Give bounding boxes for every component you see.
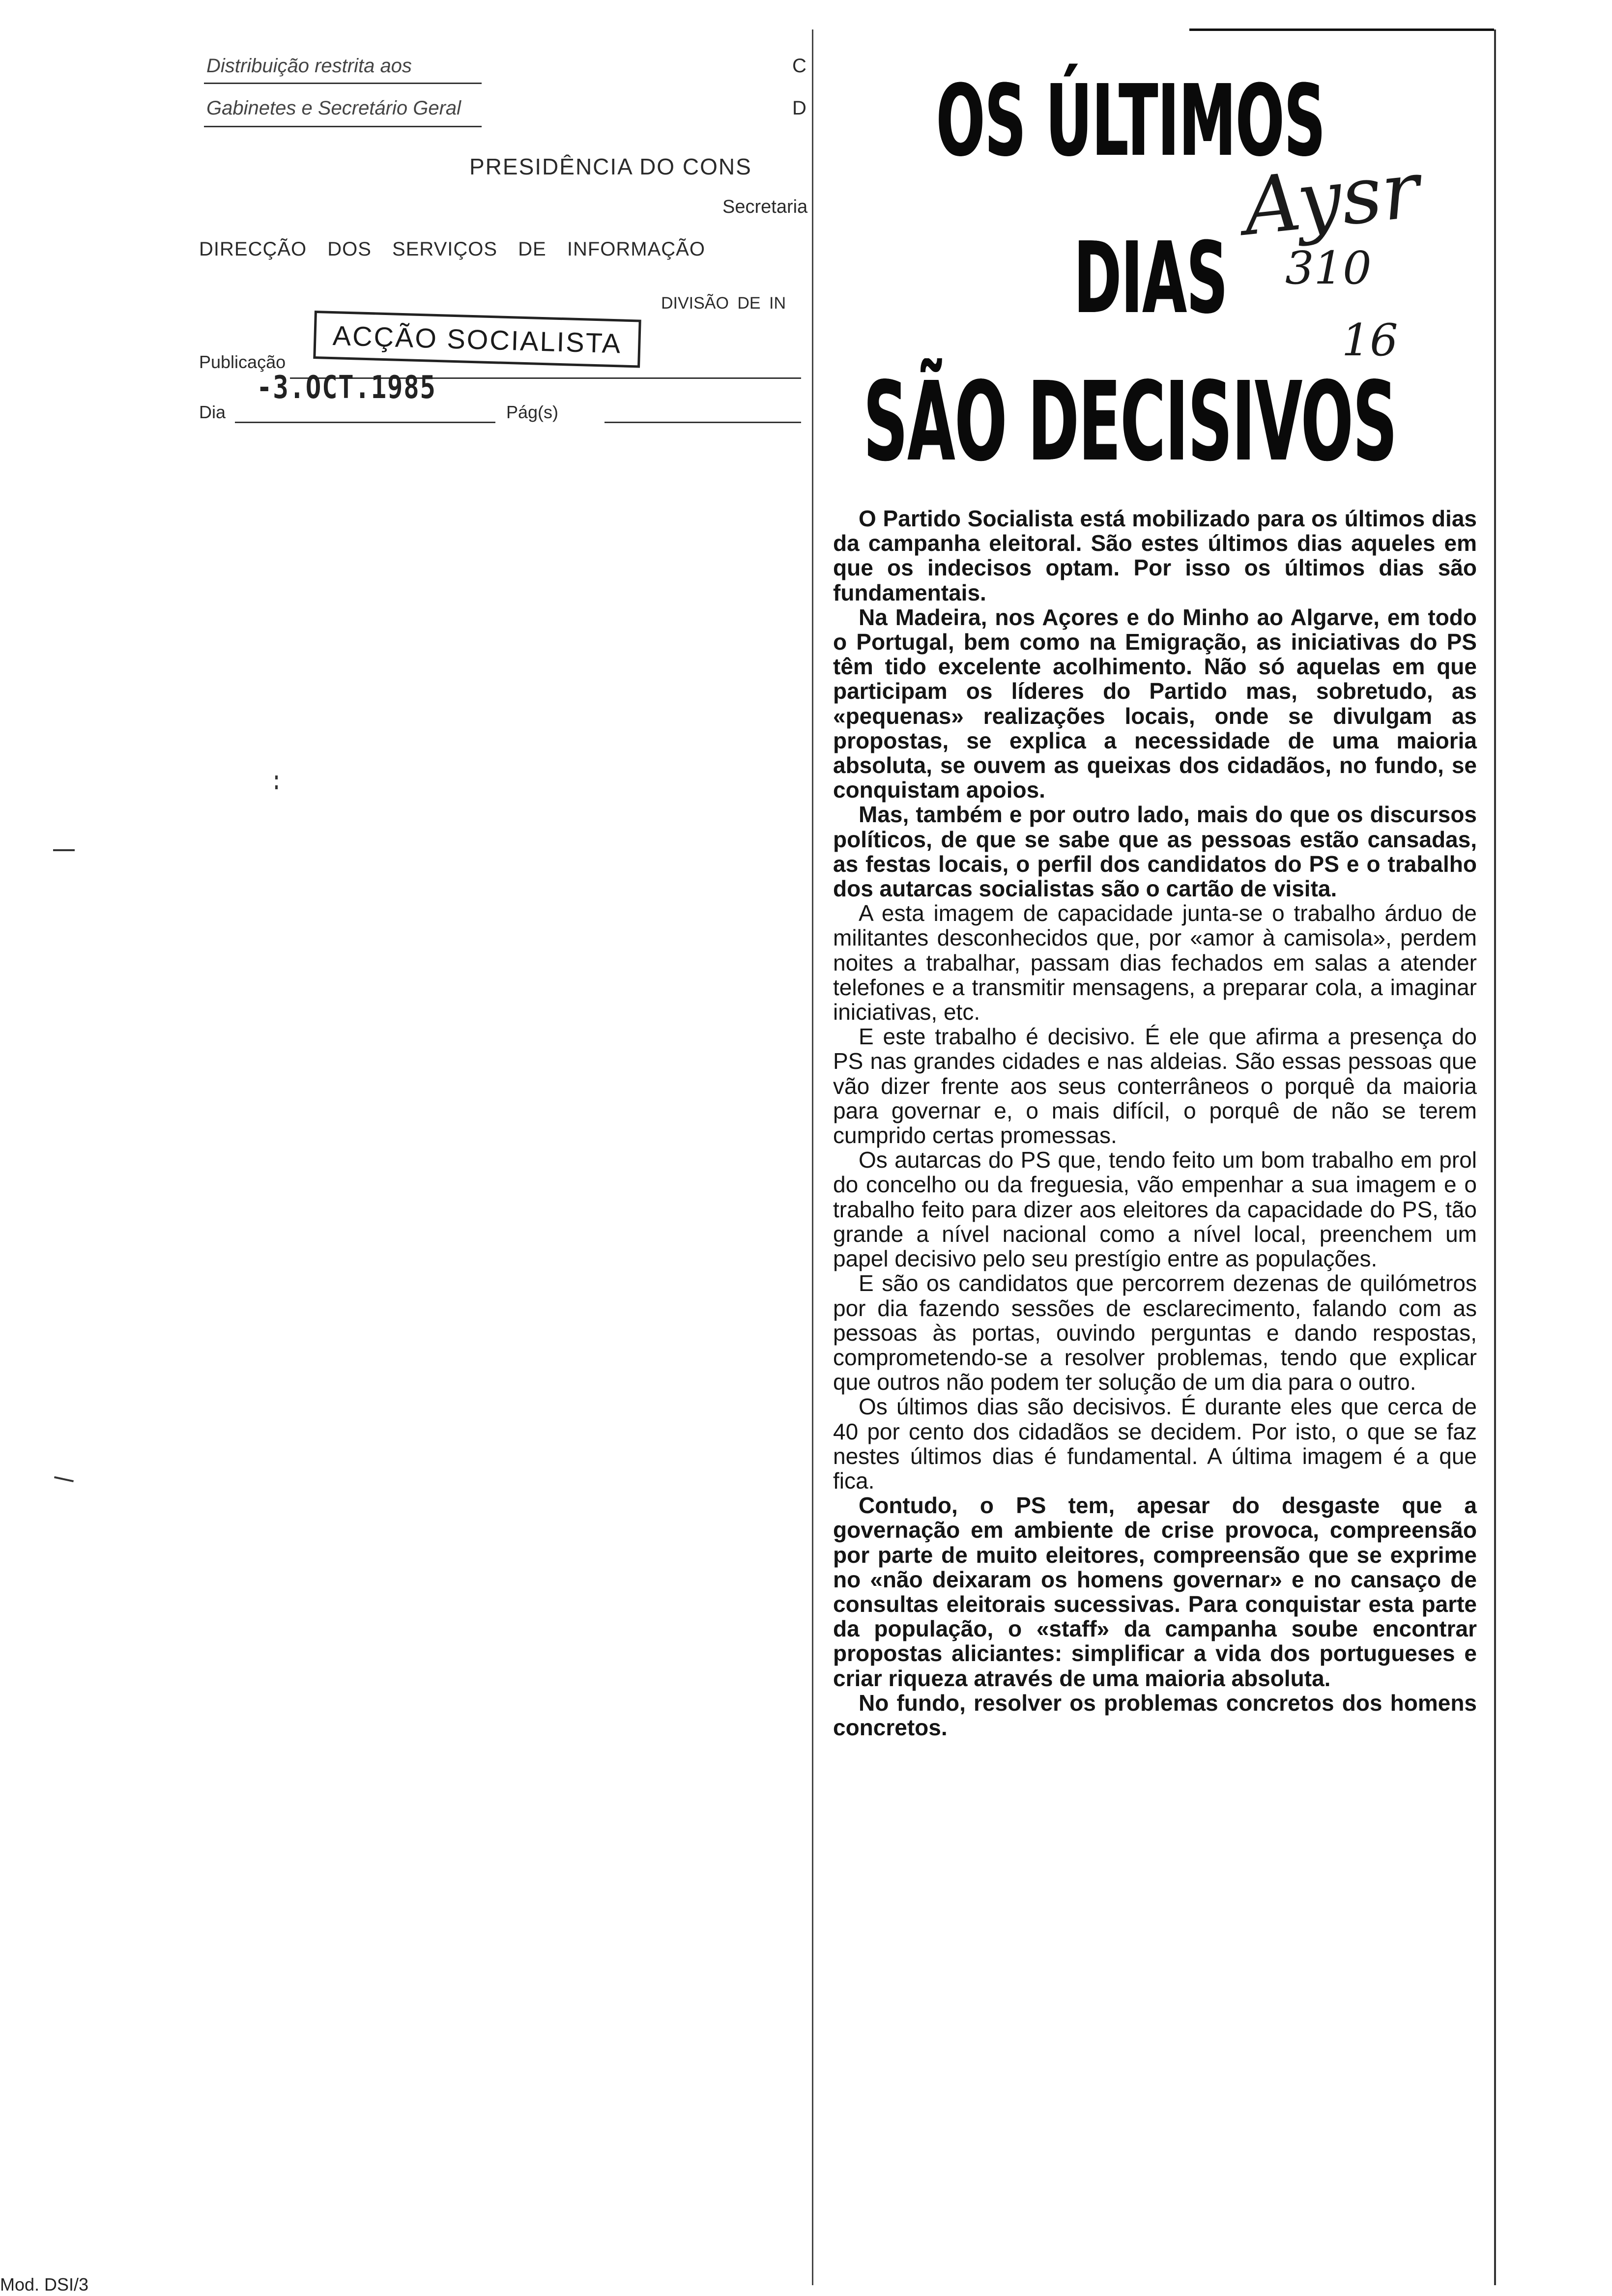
headline-line-3: SÃO DECISIVOS — [864, 359, 1397, 486]
article-body — [833, 506, 1477, 1740]
scan-mark — [53, 849, 75, 851]
direction-heading: DIRECÇÃO DOS SERVIÇOS DE INFORMAÇÃO — [199, 238, 705, 260]
scan-mark — [275, 775, 278, 779]
headline-line-2: DIAS — [1074, 221, 1228, 336]
article-paragraph: Contudo, o PS tem, apesar do desgaste que a governação em ambiente de crise provoca, compreensão por parte de muito eleitores, compreensão que se exprime no «não deixaram os homens governar» e no cansaço de consultas eleitorais sucessivas. Para conquistar esta parte da população, o «staff» da campanha soube encontrar propostas aliciantes: simplificar a vida dos portugueses e criar riqueza através de uma maioria absoluta. — [833, 1492, 1477, 1691]
handwritten-number: 310 — [1285, 242, 1372, 294]
division-label: DIVISÃO DE IN — [661, 294, 786, 313]
article-paragraph: E são os candidatos que percorrem dezenas de quilómetros por dia fazendo sessões de esclarecimento, falando com as pessoas às portas, ouvindo perguntas e dando respostas, comprometendo-se a resolver problemas, tendo que explicar que outros não podem ter solução de um dia para o outro. — [833, 1270, 1477, 1395]
form-letter-c: C — [792, 55, 806, 77]
publication-label: Publicação — [199, 352, 286, 372]
clipping-right-edge — [1494, 29, 1496, 2285]
handwritten-note: Aysr — [1239, 143, 1424, 254]
article-paragraph: A esta imagem de capacidade junta-se o trabalho árduo de militantes desconhecidos que, por «amor à camisola», perdem noites a trabalhar, passam dias fechados em salas a atender telefones e a transmitir mensagens, a preparar cola, a imaginar iniciativas, etc. — [833, 900, 1477, 1025]
article-paragraph: O Partido Socialista está mobilizado para os últimos dias da campanha eleitoral. São estes últimos dias aqueles em que os indecisos optam. Por isso os últimos dias são fundamentais. — [833, 506, 1477, 605]
headline-line-1: OS ÚLTIMOS — [936, 64, 1325, 178]
form-letter-d: D — [792, 97, 806, 119]
scan-mark — [275, 785, 278, 789]
publication-stamp: ACÇÃO SOCIALISTA — [313, 311, 641, 368]
form-rule — [235, 422, 495, 423]
clipping-left-edge — [812, 29, 813, 2285]
distribution-line-2: Gabinetes e Secretário Geral — [206, 97, 461, 119]
presidency-heading: PRESIDÊNCIA DO CONS — [469, 154, 752, 179]
form-rule — [604, 422, 801, 423]
article-paragraph: No fundo, resolver os problemas concretos dos homens concretos. — [833, 1690, 1477, 1740]
form-code: Mod. DSI/3 — [0, 2274, 89, 2295]
article-paragraph: Os últimos dias são decisivos. É durante eles que cerca de 40 por cento dos cidadãos se decidem. Por isto, o que se faz nestes últimos dias é fundamental. A última imagem é a que fica. — [833, 1394, 1477, 1493]
day-label: Dia — [199, 402, 226, 422]
pages-label: Pág(s) — [506, 402, 559, 422]
form-rule — [204, 126, 482, 127]
clipping-top-rule — [1189, 29, 1494, 31]
article-paragraph: Os autarcas do PS que, tendo feito um bom trabalho em prol do concelho ou da freguesia, vão empenhar a sua imagem e o trabalho feito para dizer aos eleitores da capacidade do PS, tão grande a nível nacional como a nível local, preenchem um papel decisivo pelo seu prestígio entre as populações. — [833, 1147, 1477, 1272]
handwritten-number: 16 — [1342, 315, 1398, 366]
secretariat-label: Secretaria — [722, 197, 808, 217]
scan-mark — [54, 1476, 74, 1482]
distribution-line-1: Distribuição restrita aos — [206, 55, 412, 77]
article-paragraph: Na Madeira, nos Açores e do Minho ao Algarve, em todo o Portugal, bem como na Emigração, as iniciativas do PS têm tido excelente acolhimento. Não só aquelas em que participam os líderes do Partido mas, sobretudo, as «pequenas» realizações locais, onde se divulgam as propostas, se explica a necessidade de uma maioria absoluta, se ouvem as queixas dos cidadãos, no fundo, se conquistam apoios. — [833, 604, 1477, 803]
article-paragraph: E este trabalho é decisivo. É ele que afirma a presença do PS nas grandes cidades e nas aldeias. São essas pessoas que vão dizer frente aos seus conterrâneos o porquê da maioria para governar e, o mais difícil, o porquê de não se terem cumprido certas promessas. — [833, 1024, 1477, 1148]
form-rule — [204, 83, 482, 84]
article-paragraph: Mas, também e por outro lado, mais do que os discursos políticos, de que se sabe que as pessoas estão cansadas, as festas locais, o perfil dos candidatos do PS e o trabalho dos autarcas socialistas são o cartão de visita. — [833, 802, 1477, 902]
date-stamp: -3.OCT.1985 — [257, 370, 436, 406]
